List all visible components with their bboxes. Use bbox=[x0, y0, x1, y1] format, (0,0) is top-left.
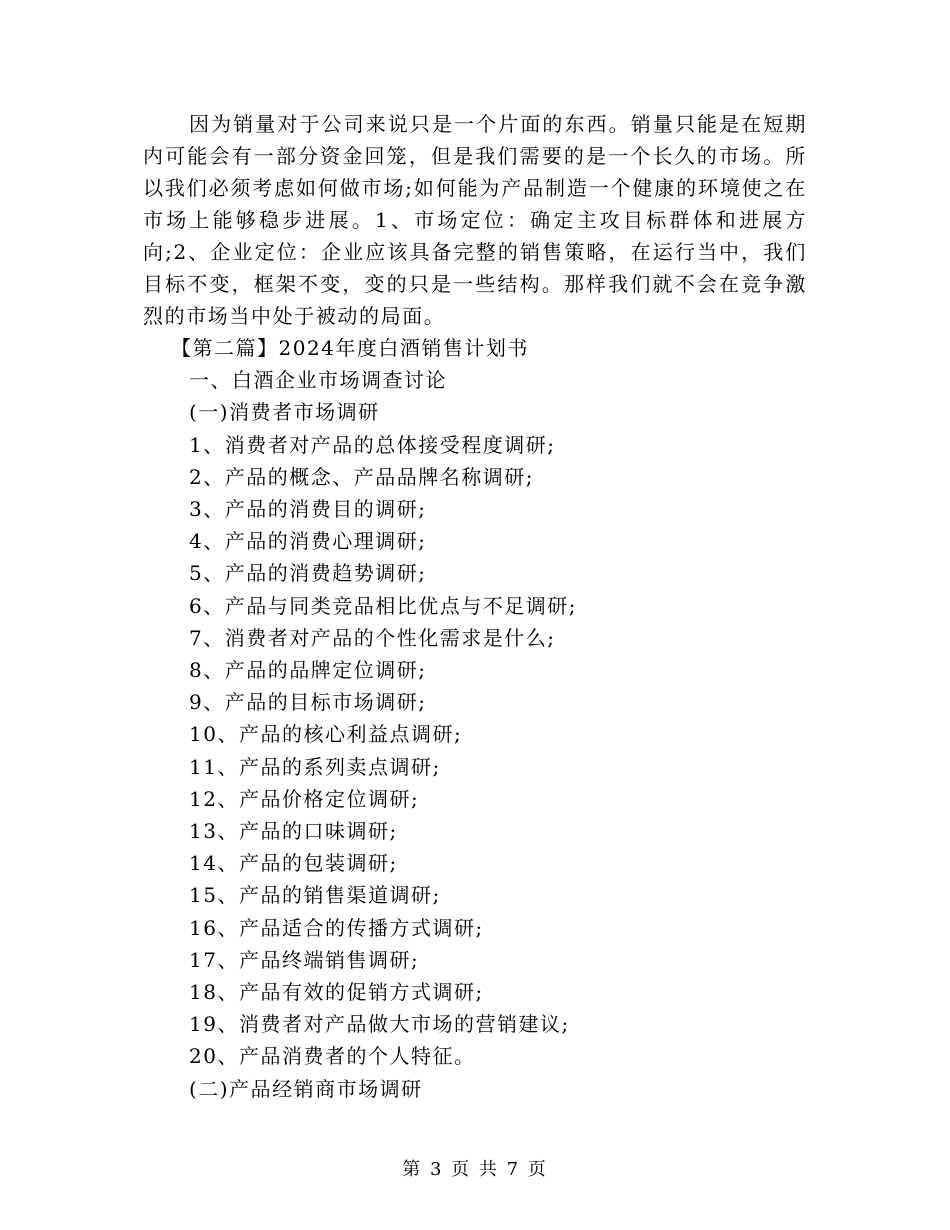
list-item: 15、产品的销售渠道调研; bbox=[189, 883, 441, 908]
list-item: 3、产品的消费目的调研; bbox=[189, 497, 427, 522]
page-number-footer: 第 3 页 共 7 页 bbox=[402, 1159, 548, 1180]
list-item: (一)消费者市场调研 bbox=[189, 400, 380, 425]
list-item: (二)产品经销商市场调研 bbox=[189, 1076, 423, 1101]
document-body bbox=[143, 108, 807, 1105]
list-item: 6、产品与同类竞品相比优点与不足调研; bbox=[189, 593, 577, 618]
list-item: 17、产品终端销售调研; bbox=[189, 947, 420, 972]
list-item: 一、白酒企业市场调查讨论 bbox=[189, 368, 447, 393]
list-item: 7、消费者对产品的个性化需求是什么; bbox=[189, 625, 556, 650]
list-item: 18、产品有效的促销方式调研; bbox=[189, 980, 484, 1005]
list-item: 12、产品价格定位调研; bbox=[189, 786, 420, 811]
list-item: 13、产品的口味调研; bbox=[189, 819, 398, 844]
list-item: 2、产品的概念、产品品牌名称调研; bbox=[189, 464, 534, 489]
list-item: 4、产品的消费心理调研; bbox=[189, 529, 427, 554]
list-item: 16、产品适合的传播方式调研; bbox=[189, 915, 484, 940]
list-item: 19、消费者对产品做大市场的营销建议; bbox=[189, 1012, 570, 1037]
section-title: 【第二篇】2024年度白酒销售计划书 bbox=[171, 336, 529, 360]
list-item: 10、产品的核心利益点调研; bbox=[189, 722, 463, 747]
list-item: 20、产品消费者的个人特征。 bbox=[189, 1044, 476, 1069]
list-item: 11、产品的系列卖点调研; bbox=[189, 754, 441, 779]
list-item: 5、产品的消费趋势调研; bbox=[189, 561, 427, 586]
list-item: 1、消费者对产品的总体接受程度调研; bbox=[189, 432, 556, 457]
list-item: 14、产品的包装调研; bbox=[189, 851, 398, 876]
intro-paragraph: 因为销量对于公司来说只是一个片面的东西。销量只能是在短期内可能会有一部分资金回笼，但是我们需要的是一个长久的市场。所以我们必须考虑如何做市场;如何能为产品制造一个健康的环境使之在市场上能够稳步进展。1、市场定位：确定主攻目标群体和进展方向;2、企业定位：企业应该具备完整的销售策略，在运行当中，我们目标不变，框架不变，变的只是一些结构。那样我们就不会在竞争激烈的市场当中处于被动的局面。 bbox=[143, 112, 807, 328]
list-item: 8、产品的品牌定位调研; bbox=[189, 658, 427, 683]
list-item: 9、产品的目标市场调研; bbox=[189, 690, 427, 715]
